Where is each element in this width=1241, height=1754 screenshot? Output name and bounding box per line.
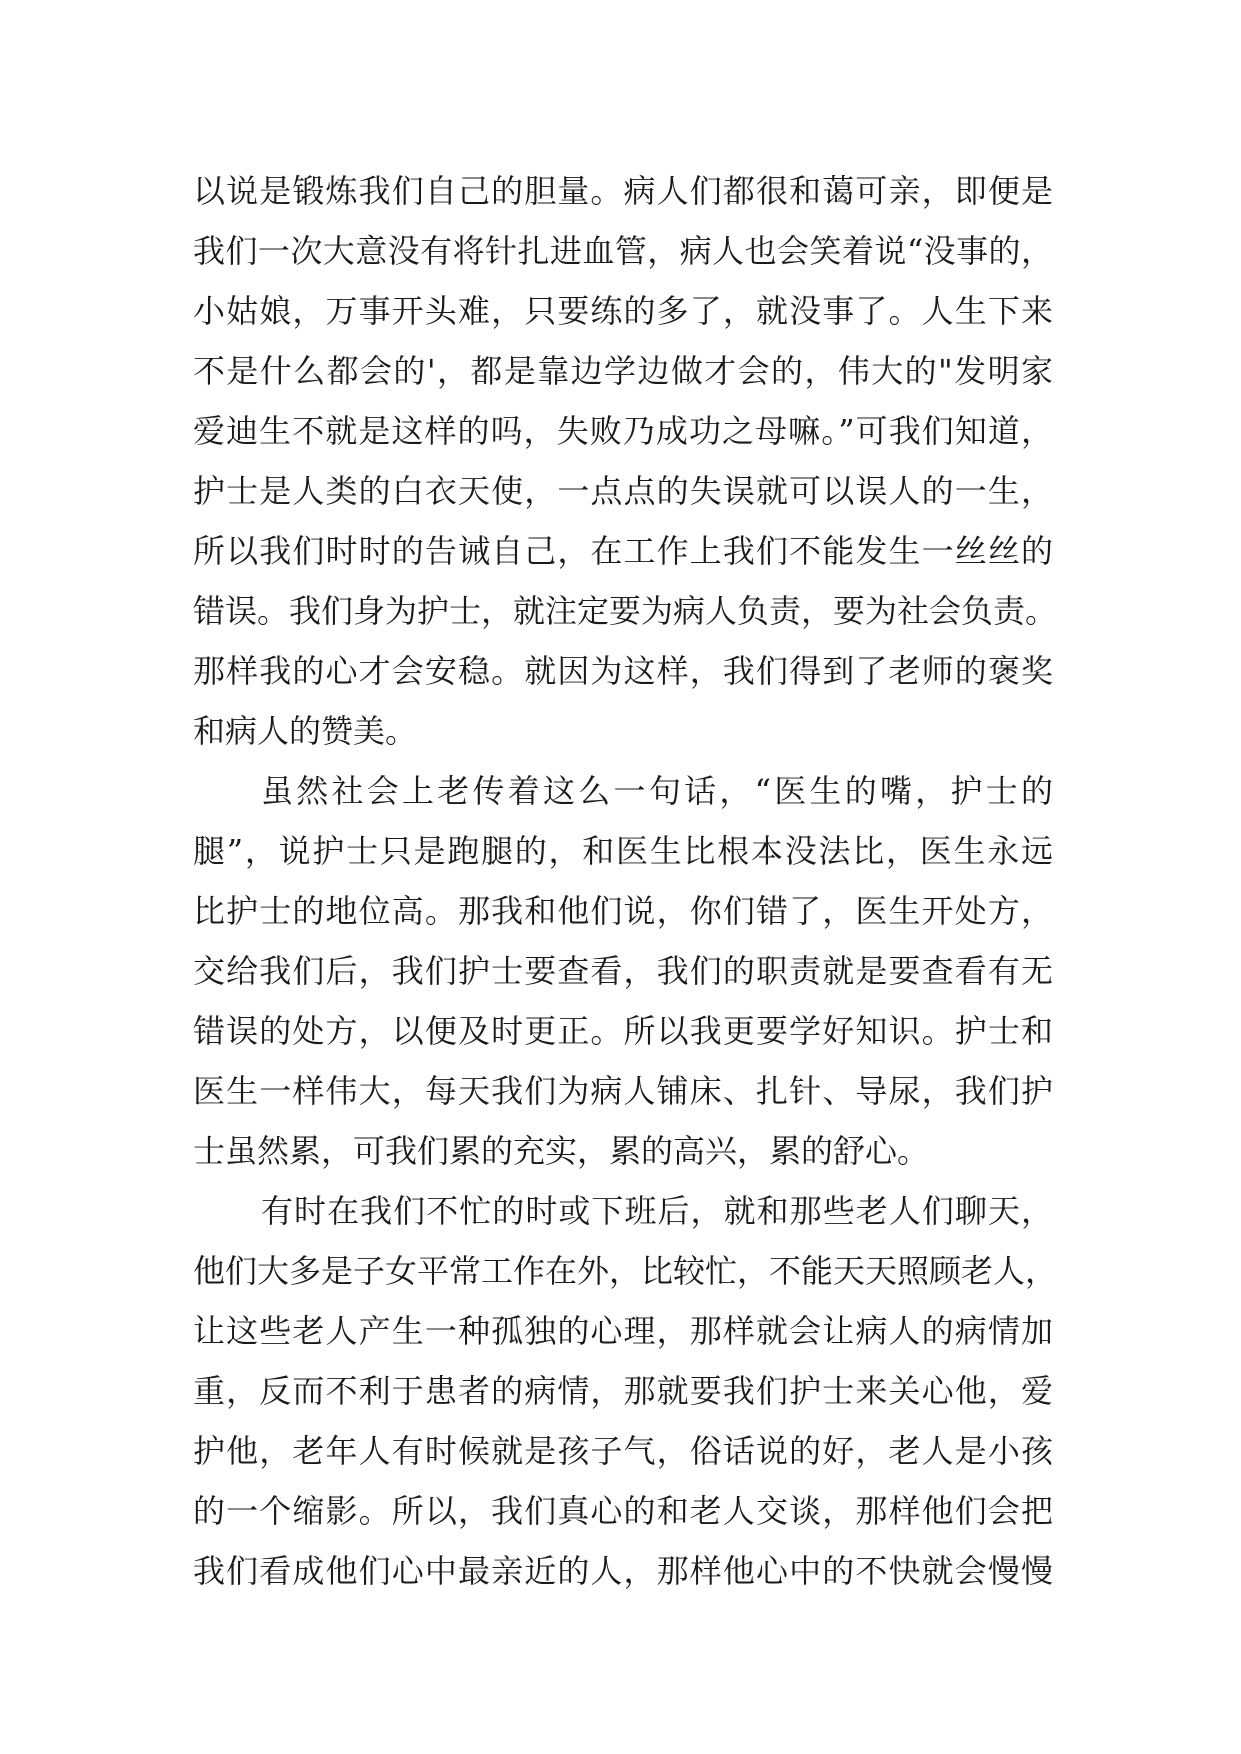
text-line: 医生一样伟大，每天我们为病人铺床、扎针、导尿，我们护: [193, 1072, 1053, 1110]
text-line: 错误。我们身为护士，就注定要为病人负责，要为社会负责。: [193, 592, 1058, 630]
text-line: 比护士的地位高。那我和他们说，你们错了，医生开处方，: [193, 892, 1053, 930]
text-line: 他们大多是子女平常工作在外，比较忙，不能天天照顾老人，: [193, 1252, 1058, 1290]
text-line: 不是什么都会的'，都是靠边学边做才会的，伟大的"发明家: [193, 352, 1053, 390]
paragraph-1: [193, 161, 1058, 761]
text-line: 以说是锻炼我们自己的胆量。病人们都很和蔼可亲，即便是: [193, 172, 1053, 210]
document-body: [193, 161, 1058, 1601]
text-line: 错误的处方，以便及时更正。所以我更要学好知识。护士和: [193, 1012, 1053, 1050]
text-line: 有时在我们不忙的时或下班后，就和那些老人们聊天，: [261, 1192, 1053, 1230]
text-line: 护士是人类的白衣天使，一点点的失误就可以误人的一生，: [193, 472, 1053, 510]
text-line: 我们一次大意没有将针扎进血管，病人也会笑着说“没事的，: [193, 232, 1053, 270]
text-line: 我们看成他们心中最亲近的人，那样他心中的不快就会慢慢: [193, 1552, 1053, 1590]
text-line: 交给我们后，我们护士要查看，我们的职责就是要查看有无: [193, 952, 1053, 990]
text-line: 所以我们时时的告诫自己，在工作上我们不能发生一丝丝的: [193, 532, 1053, 570]
text-line: 和病人的赞美。: [193, 712, 418, 750]
text-line: 虽然社会上老传着这么一句话，“医生的嘴，护士的: [261, 772, 1053, 810]
text-line: 护他，老年人有时候就是孩子气，俗话说的好，老人是小孩: [193, 1432, 1053, 1470]
paragraph-2: [193, 761, 1053, 1181]
text-line: 的一个缩影。所以，我们真心的和老人交谈，那样他们会把: [193, 1492, 1053, 1530]
text-line: 爱迪生不就是这样的吗，失败乃成功之母嘛。”可我们知道，: [193, 412, 1053, 450]
text-line: 让这些老人产生一种孤独的心理，那样就会让病人的病情加: [193, 1312, 1053, 1350]
text-line: 那样我的心才会安稳。就因为这样，我们得到了老师的褒奖: [193, 652, 1053, 690]
text-line: 腿”，说护士只是跑腿的，和医生比根本没法比，医生永远: [193, 832, 1053, 870]
text-line: 重，反而不利于患者的病情，那就要我们护士来关心他，爱: [193, 1372, 1053, 1410]
paragraph-3: [193, 1181, 1058, 1601]
text-line: 士虽然累，可我们累的充实，累的高兴，累的舒心。: [193, 1132, 930, 1170]
text-line: 小姑娘，万事开头难，只要练的多了，就没事了。人生下来: [193, 292, 1053, 330]
